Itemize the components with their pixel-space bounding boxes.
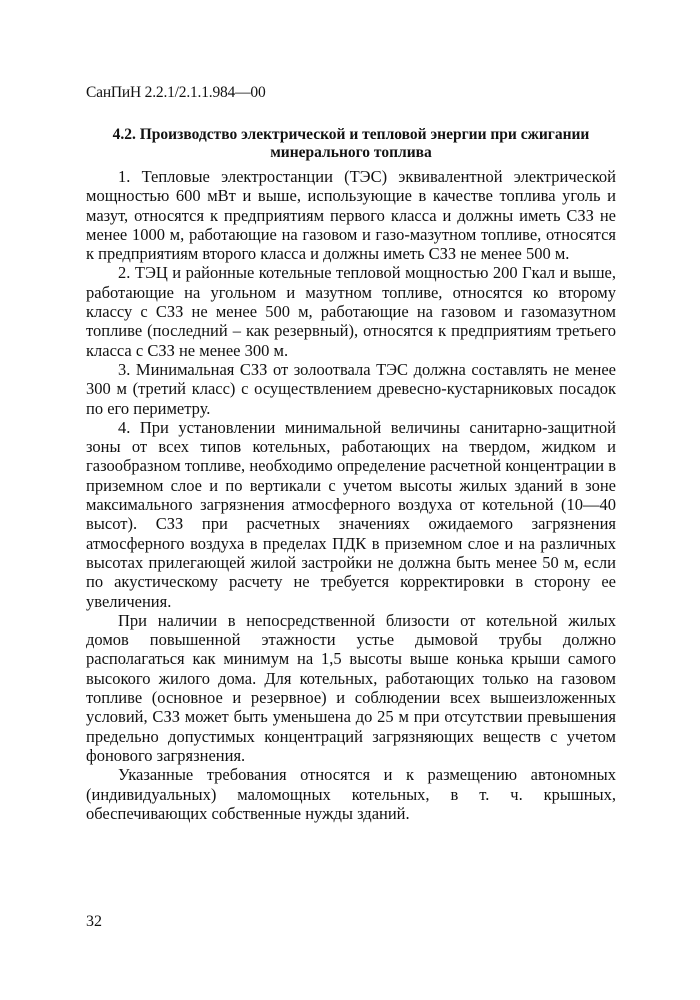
paragraph-2: 2. ТЭЦ и районные котельные тепловой мощностью 200 Гкал и выше, работающие на угольном и мазутном топливе, относятся ко второму классу с СЗЗ не менее 500 м, работающие на газовом и газомазутном топливе (последний – как резервный), относятся к предприятиям третьего класса с СЗЗ не менее 300 м. [86, 263, 616, 360]
page-number: 32 [86, 913, 102, 930]
paragraph-1: 1. Тепловые электростанции (ТЭС) эквивалентной электрической мощностью 600 мВт и выше, использующие в качестве топлива уголь и мазут, относятся к предприятиям первого класса и должны иметь СЗЗ не менее 1000 м, работающие на газовом и газо-мазутном топливе, относятся к предприятиям второго класса и должны иметь СЗЗ не менее 500 м. [86, 167, 616, 264]
body-text [86, 167, 616, 823]
paragraph-6: Указанные требования относятся и к размещению автономных (индивидуальных) маломощных котельных, в т. ч. крышных, обеспечивающих собственные нужды зданий. [86, 765, 616, 823]
section-title: 4.2. Производство электрической и тепловой энергии при сжигании минерального топлива [112, 126, 590, 161]
paragraph-5: При наличии в непосредственной близости от котельной жилых домов повышенной этажности устье дымовой трубы должно располагаться как минимум на 1,5 высоты выше конька крыши самого высокого жилого дома. Для котельных, работающих только на газовом топливе (основное и резервное) и соблюдении всех вышеизложенных условий, СЗЗ может быть уменьшена до 25 м при отсутствии превышения предельно допустимых концентраций загрязняющих веществ с учетом фонового загрязнения. [86, 610, 616, 765]
running-header: СанПиН 2.2.1/2.1.1.984—00 [86, 84, 266, 101]
paragraph-3: 3. Минимальная СЗЗ от золоотвала ТЭС должна составлять не менее 300 м (третий класс) с осуществлением древесно-кустарниковых посадок по его периметру. [86, 359, 616, 418]
paragraph-4: 4. При установлении минимальной величины санитарно-защитной зоны от всех типов котельных, работающих на твердом, жидком и газообразном топливе, необходимо определение расчетной концентрации в приземном слое и по вертикали с учетом высоты жилых зданий в зоне максимального загрязнения атмосферного воздуха от котельной (10—40 высот). СЗЗ при расчетных значениях ожидаемого загрязнения атмосферного воздуха в пределах ПДК в приземном слое и на различных высотах прилегающей жилой застройки не должна быть менее 50 м, если по акустическому расчету не требуется корректировки в сторону ее увеличения. [86, 417, 616, 611]
